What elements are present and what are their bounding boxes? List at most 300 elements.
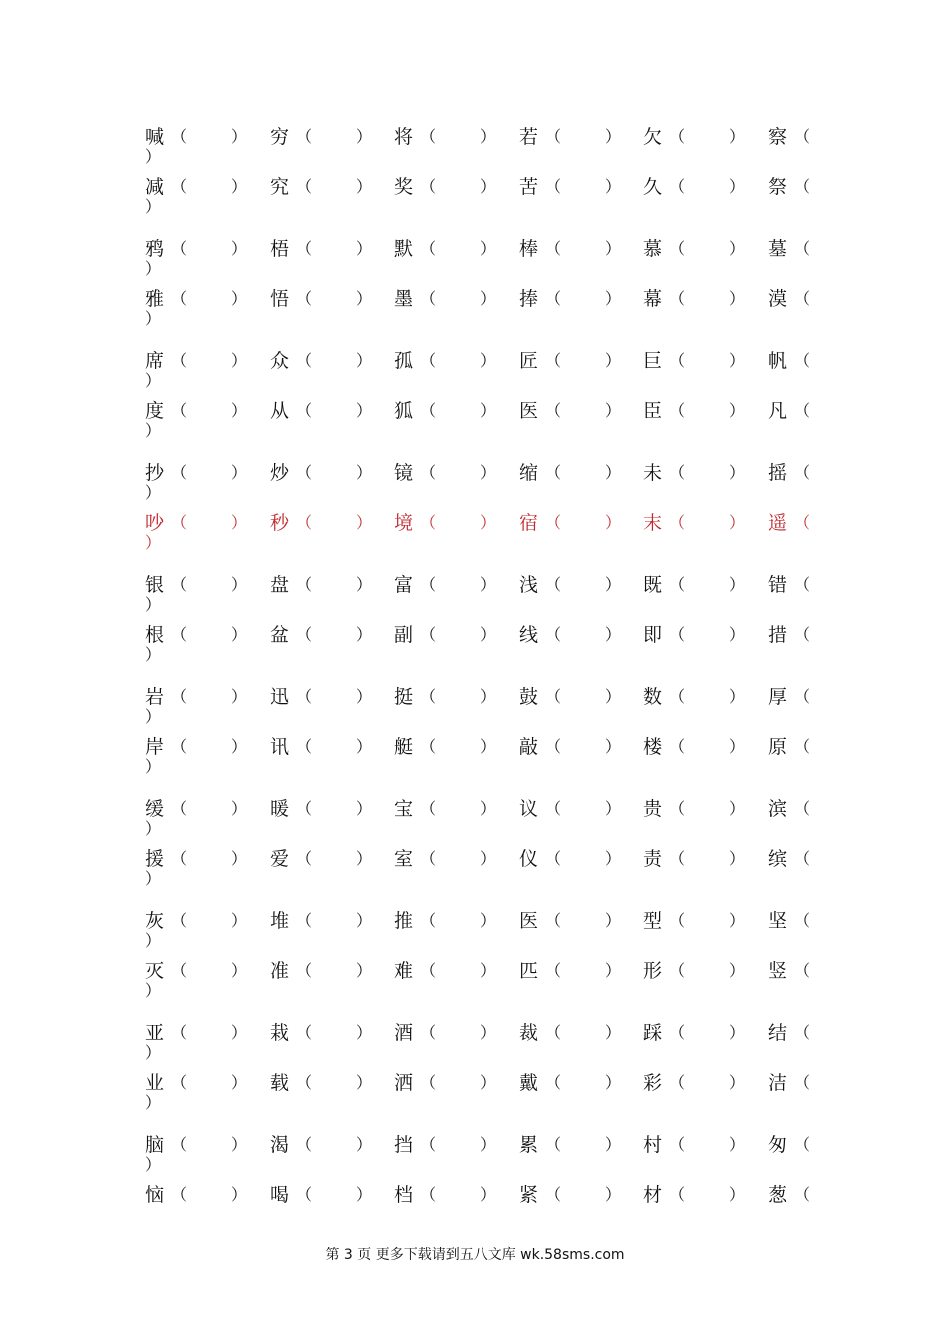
target-character: 镜 <box>394 462 414 484</box>
open-paren: （ <box>420 849 437 868</box>
open-paren: （ <box>545 1185 562 1204</box>
char-cell <box>768 798 893 838</box>
close-paren: ） <box>605 1185 622 1204</box>
exercise-row <box>0 848 950 888</box>
target-character: 错 <box>768 574 788 596</box>
open-paren: （ <box>794 177 811 196</box>
target-character: 匆 <box>768 1134 788 1156</box>
open-paren: （ <box>669 1073 686 1092</box>
close-paren: ） <box>605 177 622 196</box>
open-paren: （ <box>669 799 686 818</box>
close-paren: ） <box>480 575 497 594</box>
exercise-row <box>0 288 950 328</box>
close-paren: ） <box>231 799 248 818</box>
target-character: 悟 <box>270 288 290 310</box>
char-cell <box>394 512 519 552</box>
open-paren: （ <box>545 463 562 482</box>
char-cell <box>643 400 768 440</box>
close-paren: ） <box>605 687 622 706</box>
close-paren: ） <box>729 575 746 594</box>
target-character: 线 <box>519 624 539 646</box>
close-paren: ） <box>231 239 248 258</box>
char-cell <box>394 624 519 664</box>
open-paren: （ <box>171 911 188 930</box>
char-cell <box>270 960 395 1000</box>
target-character: 艇 <box>394 736 414 758</box>
target-character: 葱 <box>768 1184 788 1206</box>
open-paren: （ <box>420 799 437 818</box>
char-cell <box>394 126 519 166</box>
char-cell <box>394 574 519 614</box>
char-cell <box>643 1022 768 1062</box>
target-character: 挡 <box>394 1134 414 1156</box>
target-character: 默 <box>394 238 414 260</box>
target-character: 即 <box>643 624 663 646</box>
open-paren: （ <box>545 1135 562 1154</box>
close-paren: ） <box>231 177 248 196</box>
open-paren: （ <box>296 961 313 980</box>
open-paren: （ <box>420 463 437 482</box>
open-paren: （ <box>171 961 188 980</box>
open-paren: （ <box>669 177 686 196</box>
char-cell <box>270 1134 395 1174</box>
open-paren: （ <box>545 1023 562 1042</box>
target-character: 原 <box>768 736 788 758</box>
open-paren: （ <box>545 961 562 980</box>
wrapped-close-paren: ） <box>145 371 162 390</box>
close-paren: ） <box>729 1135 746 1154</box>
target-character: 帆 <box>768 350 788 372</box>
char-cell <box>394 400 519 440</box>
close-paren: ） <box>480 1023 497 1042</box>
char-cell <box>270 462 395 502</box>
close-paren: ） <box>480 351 497 370</box>
target-character: 匠 <box>519 350 539 372</box>
target-character: 彩 <box>643 1072 663 1094</box>
close-paren: ） <box>605 799 622 818</box>
char-cell <box>519 462 644 502</box>
exercise-row <box>0 960 950 1000</box>
target-character: 灰 <box>145 910 165 932</box>
open-paren: （ <box>545 239 562 258</box>
close-paren: ） <box>480 289 497 308</box>
char-cell <box>768 238 893 278</box>
close-paren: ） <box>231 289 248 308</box>
target-character: 措 <box>768 624 788 646</box>
close-paren: ） <box>605 625 622 644</box>
target-character: 孤 <box>394 350 414 372</box>
open-paren: （ <box>171 687 188 706</box>
char-cell <box>270 238 395 278</box>
close-paren: ） <box>729 737 746 756</box>
open-paren: （ <box>171 849 188 868</box>
close-paren: ） <box>605 849 622 868</box>
close-paren: ） <box>605 911 622 930</box>
close-paren: ） <box>729 177 746 196</box>
char-cell <box>519 910 644 950</box>
close-paren: ） <box>605 513 622 532</box>
close-paren: ） <box>480 737 497 756</box>
target-character: 议 <box>519 798 539 820</box>
open-paren: （ <box>794 687 811 706</box>
target-character: 喝 <box>270 1184 290 1206</box>
target-character: 抄 <box>145 462 165 484</box>
close-paren: ） <box>231 513 248 532</box>
open-paren: （ <box>171 575 188 594</box>
wrapped-close-paren: ） <box>145 645 162 664</box>
char-cell <box>768 736 893 776</box>
wrapped-close-paren: ） <box>145 1043 162 1062</box>
close-paren: ） <box>480 1073 497 1092</box>
exercise-row <box>0 350 950 390</box>
open-paren: （ <box>669 463 686 482</box>
target-character: 吵 <box>145 512 165 534</box>
close-paren: ） <box>356 289 373 308</box>
close-paren: ） <box>605 289 622 308</box>
target-character: 准 <box>270 960 290 982</box>
target-character: 秒 <box>270 512 290 534</box>
open-paren: （ <box>296 625 313 644</box>
target-character: 度 <box>145 400 165 422</box>
close-paren: ） <box>356 799 373 818</box>
page-footer: 第 3 页 更多下载请到五八文库 wk.58sms.com <box>325 1247 625 1263</box>
open-paren: （ <box>296 799 313 818</box>
char-cell <box>519 126 644 166</box>
open-paren: （ <box>420 961 437 980</box>
open-paren: （ <box>171 799 188 818</box>
close-paren: ） <box>231 687 248 706</box>
open-paren: （ <box>794 351 811 370</box>
target-character: 墨 <box>394 288 414 310</box>
target-character: 墓 <box>768 238 788 260</box>
open-paren: （ <box>296 1135 313 1154</box>
open-paren: （ <box>794 289 811 308</box>
open-paren: （ <box>420 687 437 706</box>
close-paren: ） <box>231 401 248 420</box>
char-cell <box>519 176 644 216</box>
close-paren: ） <box>356 401 373 420</box>
target-character: 遥 <box>768 512 788 534</box>
target-character: 摇 <box>768 462 788 484</box>
target-character: 减 <box>145 176 165 198</box>
char-cell <box>145 736 270 776</box>
char-cell <box>270 574 395 614</box>
close-paren: ） <box>356 177 373 196</box>
close-paren: ） <box>356 463 373 482</box>
char-cell <box>768 910 893 950</box>
close-paren: ） <box>356 513 373 532</box>
target-character: 巨 <box>643 350 663 372</box>
target-character: 洒 <box>394 1072 414 1094</box>
open-paren: （ <box>794 575 811 594</box>
char-cell <box>145 1072 270 1112</box>
close-paren: ） <box>480 513 497 532</box>
target-character: 凡 <box>768 400 788 422</box>
open-paren: （ <box>545 177 562 196</box>
target-character: 洁 <box>768 1072 788 1094</box>
open-paren: （ <box>296 849 313 868</box>
open-paren: （ <box>545 1073 562 1092</box>
char-cell <box>768 1184 893 1224</box>
char-cell <box>394 238 519 278</box>
open-paren: （ <box>420 239 437 258</box>
target-character: 紧 <box>519 1184 539 1206</box>
char-cell <box>270 1022 395 1062</box>
char-cell <box>145 1184 270 1224</box>
open-paren: （ <box>669 625 686 644</box>
char-cell <box>145 1022 270 1062</box>
target-character: 渴 <box>270 1134 290 1156</box>
char-cell <box>145 462 270 502</box>
open-paren: （ <box>171 1023 188 1042</box>
close-paren: ） <box>729 239 746 258</box>
close-paren: ） <box>605 463 622 482</box>
char-cell <box>394 1072 519 1112</box>
close-paren: ） <box>605 1073 622 1092</box>
target-character: 梧 <box>270 238 290 260</box>
open-paren: （ <box>545 911 562 930</box>
char-cell <box>768 512 893 552</box>
exercise-row <box>0 1184 950 1224</box>
target-character: 臣 <box>643 400 663 422</box>
close-paren: ） <box>729 1073 746 1092</box>
target-character: 楼 <box>643 736 663 758</box>
exercise-row <box>0 462 950 502</box>
target-character: 亚 <box>145 1022 165 1044</box>
target-character: 境 <box>394 512 414 534</box>
char-cell <box>519 400 644 440</box>
open-paren: （ <box>171 289 188 308</box>
close-paren: ） <box>356 849 373 868</box>
char-cell <box>145 176 270 216</box>
open-paren: （ <box>420 1185 437 1204</box>
close-paren: ） <box>480 463 497 482</box>
char-cell <box>270 176 395 216</box>
char-cell <box>643 686 768 726</box>
close-paren: ） <box>729 625 746 644</box>
char-cell <box>270 512 395 552</box>
char-cell <box>394 350 519 390</box>
target-character: 裁 <box>519 1022 539 1044</box>
target-character: 滨 <box>768 798 788 820</box>
open-paren: （ <box>420 625 437 644</box>
char-cell <box>270 288 395 328</box>
char-cell <box>643 736 768 776</box>
target-character: 材 <box>643 1184 663 1206</box>
exercise-row <box>0 1072 950 1112</box>
close-paren: ） <box>480 911 497 930</box>
char-cell <box>768 848 893 888</box>
close-paren: ） <box>729 849 746 868</box>
char-cell <box>643 910 768 950</box>
target-character: 欠 <box>643 126 663 148</box>
exercise-row <box>0 1022 950 1062</box>
close-paren: ） <box>231 1073 248 1092</box>
close-paren: ） <box>729 401 746 420</box>
wrapped-close-paren: ） <box>145 197 162 216</box>
target-character: 业 <box>145 1072 165 1094</box>
target-character: 缤 <box>768 848 788 870</box>
close-paren: ） <box>729 351 746 370</box>
exercise-row <box>0 176 950 216</box>
target-character: 久 <box>643 176 663 198</box>
target-character: 将 <box>394 126 414 148</box>
target-character: 末 <box>643 512 663 534</box>
close-paren: ） <box>605 961 622 980</box>
open-paren: （ <box>296 911 313 930</box>
target-character: 岩 <box>145 686 165 708</box>
exercise-row <box>0 624 950 664</box>
close-paren: ） <box>729 513 746 532</box>
close-paren: ） <box>480 1135 497 1154</box>
close-paren: ） <box>605 239 622 258</box>
target-character: 援 <box>145 848 165 870</box>
target-character: 缩 <box>519 462 539 484</box>
open-paren: （ <box>669 911 686 930</box>
close-paren: ） <box>356 351 373 370</box>
open-paren: （ <box>171 351 188 370</box>
target-character: 盘 <box>270 574 290 596</box>
exercise-row <box>0 574 950 614</box>
char-cell <box>145 126 270 166</box>
target-character: 炒 <box>270 462 290 484</box>
open-paren: （ <box>794 1135 811 1154</box>
target-character: 室 <box>394 848 414 870</box>
char-cell <box>643 1184 768 1224</box>
open-paren: （ <box>669 1185 686 1204</box>
char-cell <box>768 288 893 328</box>
char-cell <box>394 848 519 888</box>
char-cell <box>768 1134 893 1174</box>
target-character: 恼 <box>145 1184 165 1206</box>
target-character: 席 <box>145 350 165 372</box>
target-character: 鸦 <box>145 238 165 260</box>
wrapped-close-paren: ） <box>145 1155 162 1174</box>
char-cell <box>394 1022 519 1062</box>
target-character: 戴 <box>519 1072 539 1094</box>
char-cell <box>519 736 644 776</box>
wrapped-close-paren: ） <box>145 421 162 440</box>
wrapped-close-paren: ） <box>145 483 162 502</box>
open-paren: （ <box>420 351 437 370</box>
close-paren: ） <box>605 575 622 594</box>
close-paren: ） <box>356 687 373 706</box>
close-paren: ） <box>729 289 746 308</box>
target-character: 喊 <box>145 126 165 148</box>
char-cell <box>270 910 395 950</box>
open-paren: （ <box>420 177 437 196</box>
close-paren: ） <box>231 1185 248 1204</box>
char-cell <box>768 574 893 614</box>
target-character: 富 <box>394 574 414 596</box>
close-paren: ） <box>729 799 746 818</box>
target-character: 村 <box>643 1134 663 1156</box>
char-cell <box>768 624 893 664</box>
char-cell <box>643 238 768 278</box>
open-paren: （ <box>545 687 562 706</box>
open-paren: （ <box>669 687 686 706</box>
open-paren: （ <box>420 289 437 308</box>
wrapped-close-paren: ） <box>145 147 162 166</box>
target-character: 浅 <box>519 574 539 596</box>
char-cell <box>519 574 644 614</box>
char-cell <box>145 350 270 390</box>
char-cell <box>270 1184 395 1224</box>
close-paren: ） <box>729 127 746 146</box>
open-paren: （ <box>171 127 188 146</box>
close-paren: ） <box>480 401 497 420</box>
wrapped-close-paren: ） <box>145 931 162 950</box>
target-character: 堆 <box>270 910 290 932</box>
target-character: 医 <box>519 400 539 422</box>
char-cell <box>519 238 644 278</box>
char-cell <box>145 400 270 440</box>
close-paren: ） <box>356 1135 373 1154</box>
char-cell <box>270 1072 395 1112</box>
char-cell <box>145 624 270 664</box>
target-character: 匹 <box>519 960 539 982</box>
char-cell <box>768 960 893 1000</box>
open-paren: （ <box>296 1023 313 1042</box>
open-paren: （ <box>420 401 437 420</box>
open-paren: （ <box>794 961 811 980</box>
char-cell <box>519 686 644 726</box>
close-paren: ） <box>605 1135 622 1154</box>
char-cell <box>270 798 395 838</box>
open-paren: （ <box>669 127 686 146</box>
open-paren: （ <box>794 239 811 258</box>
close-paren: ） <box>729 1023 746 1042</box>
target-character: 缓 <box>145 798 165 820</box>
target-character: 挺 <box>394 686 414 708</box>
char-cell <box>519 798 644 838</box>
target-character: 盆 <box>270 624 290 646</box>
exercise-row <box>0 126 950 166</box>
char-cell <box>394 1184 519 1224</box>
wrapped-close-paren: ） <box>145 819 162 838</box>
close-paren: ） <box>356 625 373 644</box>
open-paren: （ <box>545 625 562 644</box>
target-character: 苦 <box>519 176 539 198</box>
open-paren: （ <box>545 289 562 308</box>
open-paren: （ <box>296 289 313 308</box>
open-paren: （ <box>669 401 686 420</box>
target-character: 讯 <box>270 736 290 758</box>
target-character: 银 <box>145 574 165 596</box>
char-cell <box>768 686 893 726</box>
char-cell <box>394 1134 519 1174</box>
open-paren: （ <box>545 737 562 756</box>
target-character: 捧 <box>519 288 539 310</box>
target-character: 推 <box>394 910 414 932</box>
target-character: 宝 <box>394 798 414 820</box>
exercise-row <box>0 400 950 440</box>
target-character: 爱 <box>270 848 290 870</box>
open-paren: （ <box>794 463 811 482</box>
char-cell <box>768 1072 893 1112</box>
wrapped-close-paren: ） <box>145 533 162 552</box>
open-paren: （ <box>669 513 686 532</box>
open-paren: （ <box>296 239 313 258</box>
exercise-row <box>0 238 950 278</box>
open-paren: （ <box>794 911 811 930</box>
open-paren: （ <box>420 1073 437 1092</box>
exercise-row <box>0 512 950 552</box>
target-character: 形 <box>643 960 663 982</box>
close-paren: ） <box>356 239 373 258</box>
char-cell <box>643 176 768 216</box>
close-paren: ） <box>480 625 497 644</box>
